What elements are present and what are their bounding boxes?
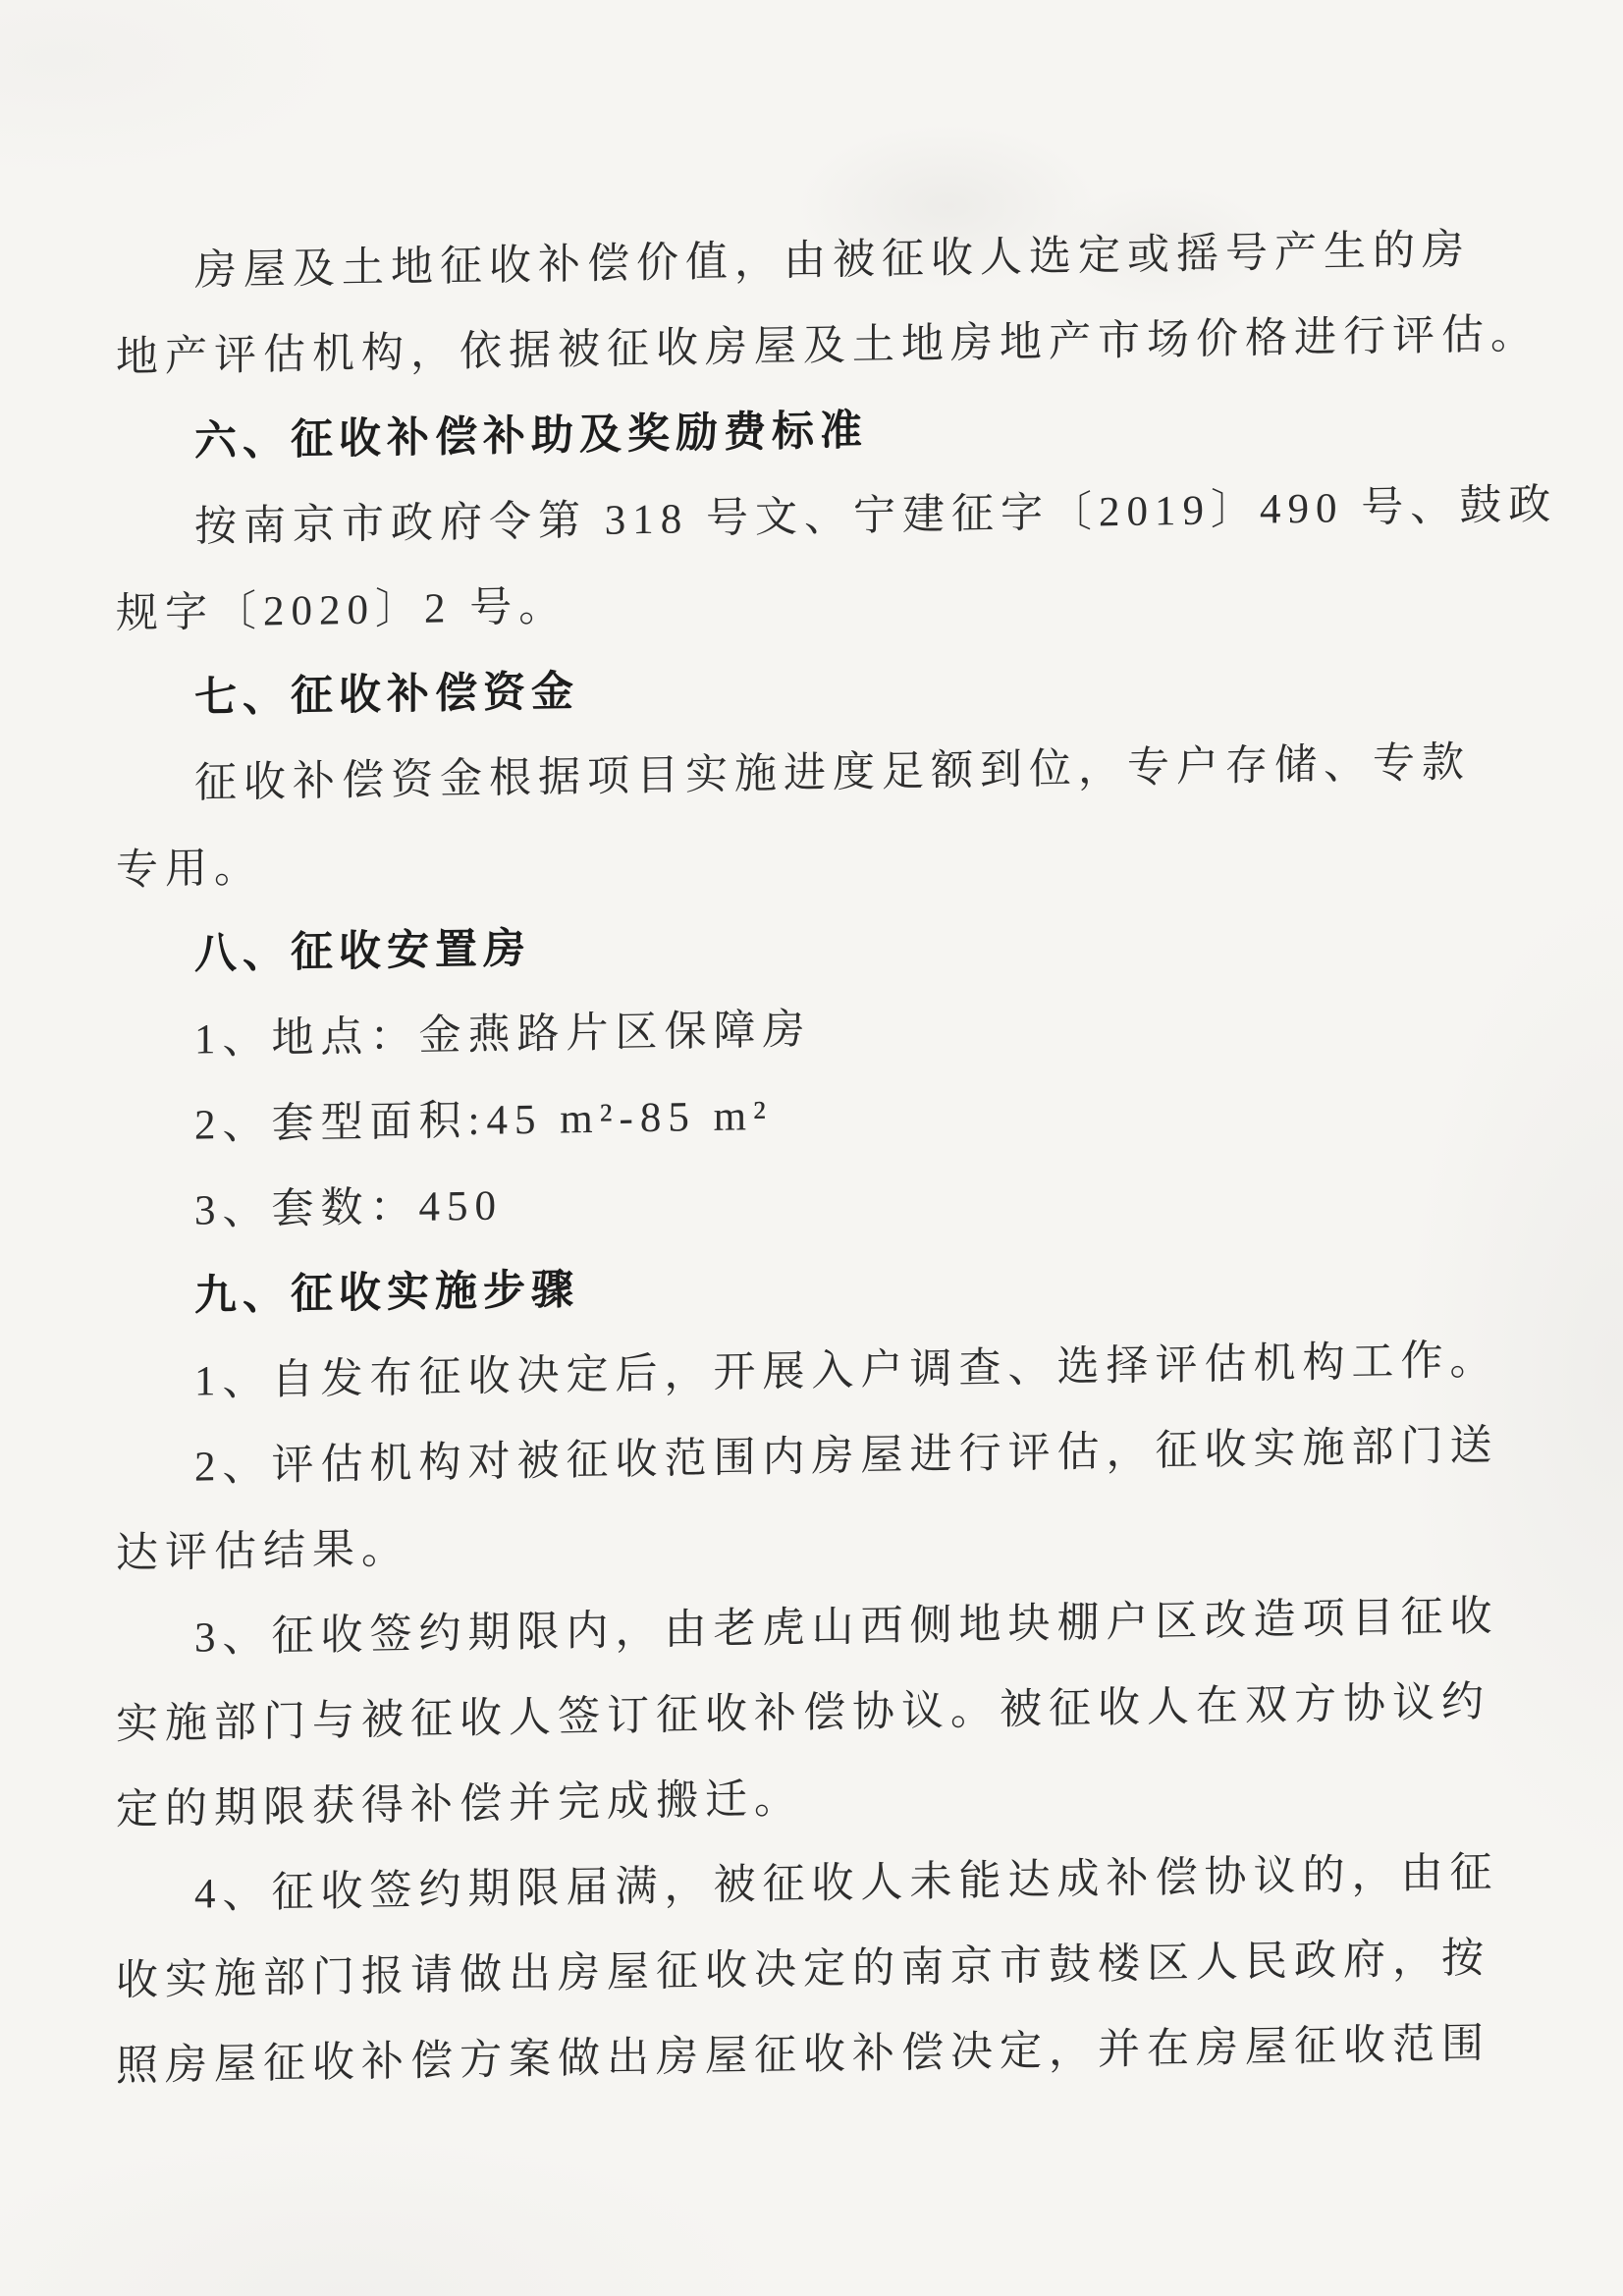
section9-step2-line-1: 2、评估机构对被征收范围内房屋进行评估，征收实施部门送 — [194, 1422, 1499, 1491]
section7-body-line-1: 征收补偿资金根据项目实施进度足额到位，专户存储、专款 — [194, 739, 1471, 807]
section9-step4-line-2: 收实施部门报请做出房屋征收决定的南京市鼓楼区人民政府，按 — [116, 1935, 1490, 2004]
intro-line-1: 房屋及土地征收补偿价值，由被征收人选定或摇号产生的房 — [194, 227, 1471, 295]
document-text — [116, 206, 1558, 2109]
section9-step4-line-1: 4、征收签约期限届满，被征收人未能达成补偿协议的，由征 — [194, 1849, 1499, 1918]
section9-heading: 九、征收实施步骤 — [194, 1266, 579, 1320]
section8-item-1: 1、地点：金燕路片区保障房 — [194, 1007, 812, 1064]
section9-step3-line-1: 3、征收签约期限内，由老虎山西侧地块棚户区改造项目征收 — [194, 1593, 1499, 1662]
section7-body-line-2: 专用。 — [116, 845, 263, 894]
section9-step3-line-2: 实施部门与被征收人签订征收补偿协议。被征收人在双方协议约 — [116, 1678, 1490, 1748]
section8-item-2: 2、套型面积:45 m²-85 m² — [194, 1092, 773, 1149]
section6-body-line-1: 按南京市政府令第 318 号文、宁建征字〔2019〕490 号、鼓政 — [194, 481, 1558, 551]
section6-body-line-2: 规字〔2020〕2 号。 — [116, 583, 568, 637]
section7-heading: 七、征收补偿资金 — [194, 668, 579, 722]
section9-step3-line-3: 定的期限获得补偿并完成搬迁。 — [116, 1776, 803, 1833]
section9-step1: 1、自发布征收决定后，开展入户调查、选择评估机构工作。 — [194, 1337, 1499, 1405]
section6-heading: 六、征收补偿补助及奖励费标准 — [194, 407, 868, 465]
section9-step4-line-3: 照房屋征收补偿方案做出房屋征收补偿决定，并在房屋征收范围 — [116, 2020, 1490, 2090]
section8-heading: 八、征收安置房 — [194, 924, 531, 978]
section8-item-3: 3、套数：450 — [194, 1182, 503, 1234]
section9-step2-line-2: 达评估结果。 — [116, 1526, 410, 1577]
intro-line-2: 地产评估机构，依据被征收房屋及土地房地产市场价格进行评估。 — [116, 310, 1540, 381]
